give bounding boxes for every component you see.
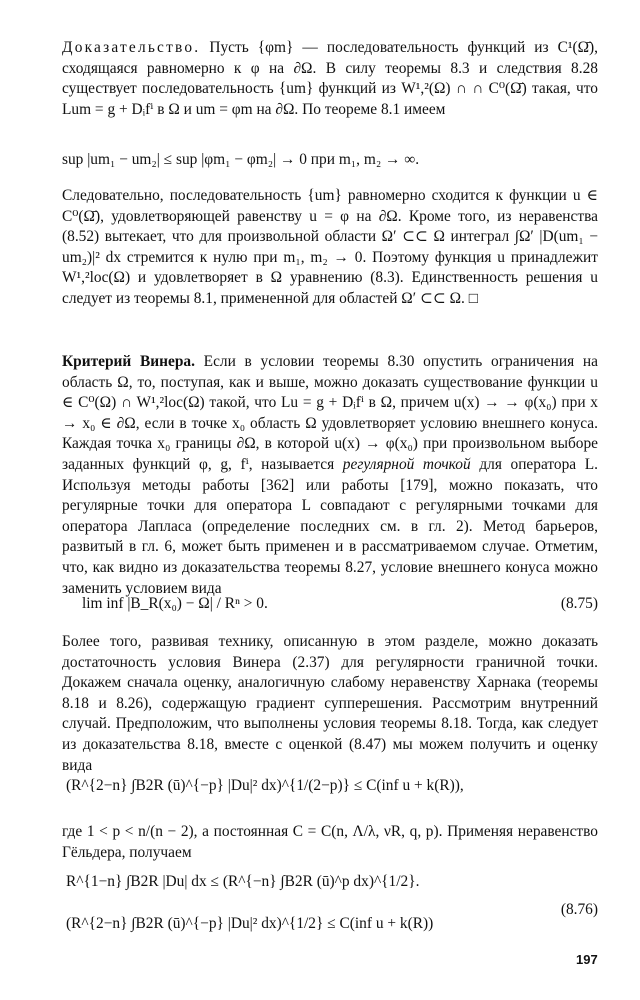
equation-number-8-75: (8.75) [560,595,598,612]
equation-8-76-second-text: (R^{2−n} ∫B2R (ū)^{−p} |Du|² dx)^{1/2} ≤ C(inf u + k(R)) [66,915,434,932]
sufficiency-text: Более того, развивая технику, описанную в этом разделе, можно доказать достаточность условия Винера (2.37) для регулярности граничной точки. Докажем сначала оценку, аналогичную слабому неравенству Харнака (теоремы 8.18 и 8.26), содержащую градиент супперешения. Рассмотрим внутренний случай. Предположим, что выполнены условия теоремы 8.18. Тогда, как следует из доказательства 8.18, вместе с оценкой (8.47) мы можем получить и оценку вида [62,633,598,774]
equation-8-76-second [62,901,598,958]
equation-number-8-76: (8.76) [560,901,598,918]
regular-point-term: регулярной точкой [342,455,471,473]
paragraph-convergence [62,186,598,310]
proof-lead: Доказательство. [62,39,201,56]
paragraph-wiener-sufficiency [62,632,598,776]
equation-weak-harnack-text: (R^{2−n} ∫B2R (ū)^{−p} |Du|² dx)^{1/(2−p)} ≤ C(inf u + k(R)), [66,777,464,794]
page-number: 197 [576,952,598,967]
convergence-text: Следовательно, последовательность {um} равномерно сходится к функции u ∈ C⁰(Ω̄), удовлетворяющей равенству u = φ на ∂Ω. Кроме того, из неравенства (8.52) вытекает, что для произвольной области Ω′ ⊂⊂ Ω интеграл ∫Ω′ |D(um₁ − um₂)|² dx стремится к нулю при m₁, m₂ → 0. Поэтому функция u принадлежит W¹,²loc(Ω) и удовлетворяет в Ω уравнению (8.3). Единственность решения u следует из теоремы 8.1, примененной для областей Ω′ ⊂⊂ Ω. □ [62,187,598,307]
equation-8-76-first [62,872,598,916]
wiener-text-b: для оператора L. Используя методы работы [362] или работы [179], можно показать, что регулярные точки для оператора L совпадают с регулярными точками для оператора Лапласа (определение последних см. в гл. 2). Метод барьеров, развитый в гл. 6, может быть применен и в рассматриваемом случае. Отметим, что, как видно из доказательства теоремы 8.27, условие внешнего конуса можно заменить условием вида [62,455,598,597]
paragraph-proof [62,38,598,120]
wiener-lead: Критерий Винера. [62,353,195,370]
equation-8-76-first-text: R^{1−n} ∫B2R |Du| dx ≤ (R^{−n} ∫B2R (ū)^p dx)^{1/2}. [66,873,420,890]
equation-8-75-text: lim inf |B_R(x₀) − Ω| / Rⁿ > 0. [82,595,268,612]
equation-sup-estimate-text: sup |um₁ − um₂| ≤ sup |φm₁ − φm₂| → 0 при m₁, m₂ → ∞. [62,151,420,168]
paragraph-holder [62,822,598,863]
paragraph-wiener [62,352,598,599]
holder-text: где 1 < p < n/(n − 2), а постоянная C = C(n, Λ/λ, νR, q, p). Применяя неравенство Гёльдера, получаем [62,823,598,861]
equation-weak-harnack [62,776,598,820]
proof-text: Пусть {φm} — последовательность функций из C¹(Ω̄), сходящаяся равномерно к φ на ∂Ω. В силу теоремы 8.3 и следствия 8.28 существует последовательность {um} функций из W¹,²(Ω) ∩ ∩ C⁰(Ω̄) такая, что Lum = g + Dᵢfⁱ в Ω и um = φm на ∂Ω. По теореме 8.1 имеем [62,39,598,118]
wiener-text-a: Если в условии теоремы 8.30 опустить ограничения на область Ω, то, поступая, как и выше, можно доказать существование функции u ∈ C⁰(Ω) ∩ W¹,²loc(Ω) такой, что Lu = g + Dᵢfⁱ в Ω, причем u(x) → → φ(x₀) при x → x₀ ∈ ∂Ω, если в точке x₀ область Ω удовлетворяет условию внешнего конуса. Каждая точка x₀ границы ∂Ω, в которой u(x) → φ(x₀) при произвольном выборе заданных функций φ, g, fⁱ, называется [62,353,598,473]
